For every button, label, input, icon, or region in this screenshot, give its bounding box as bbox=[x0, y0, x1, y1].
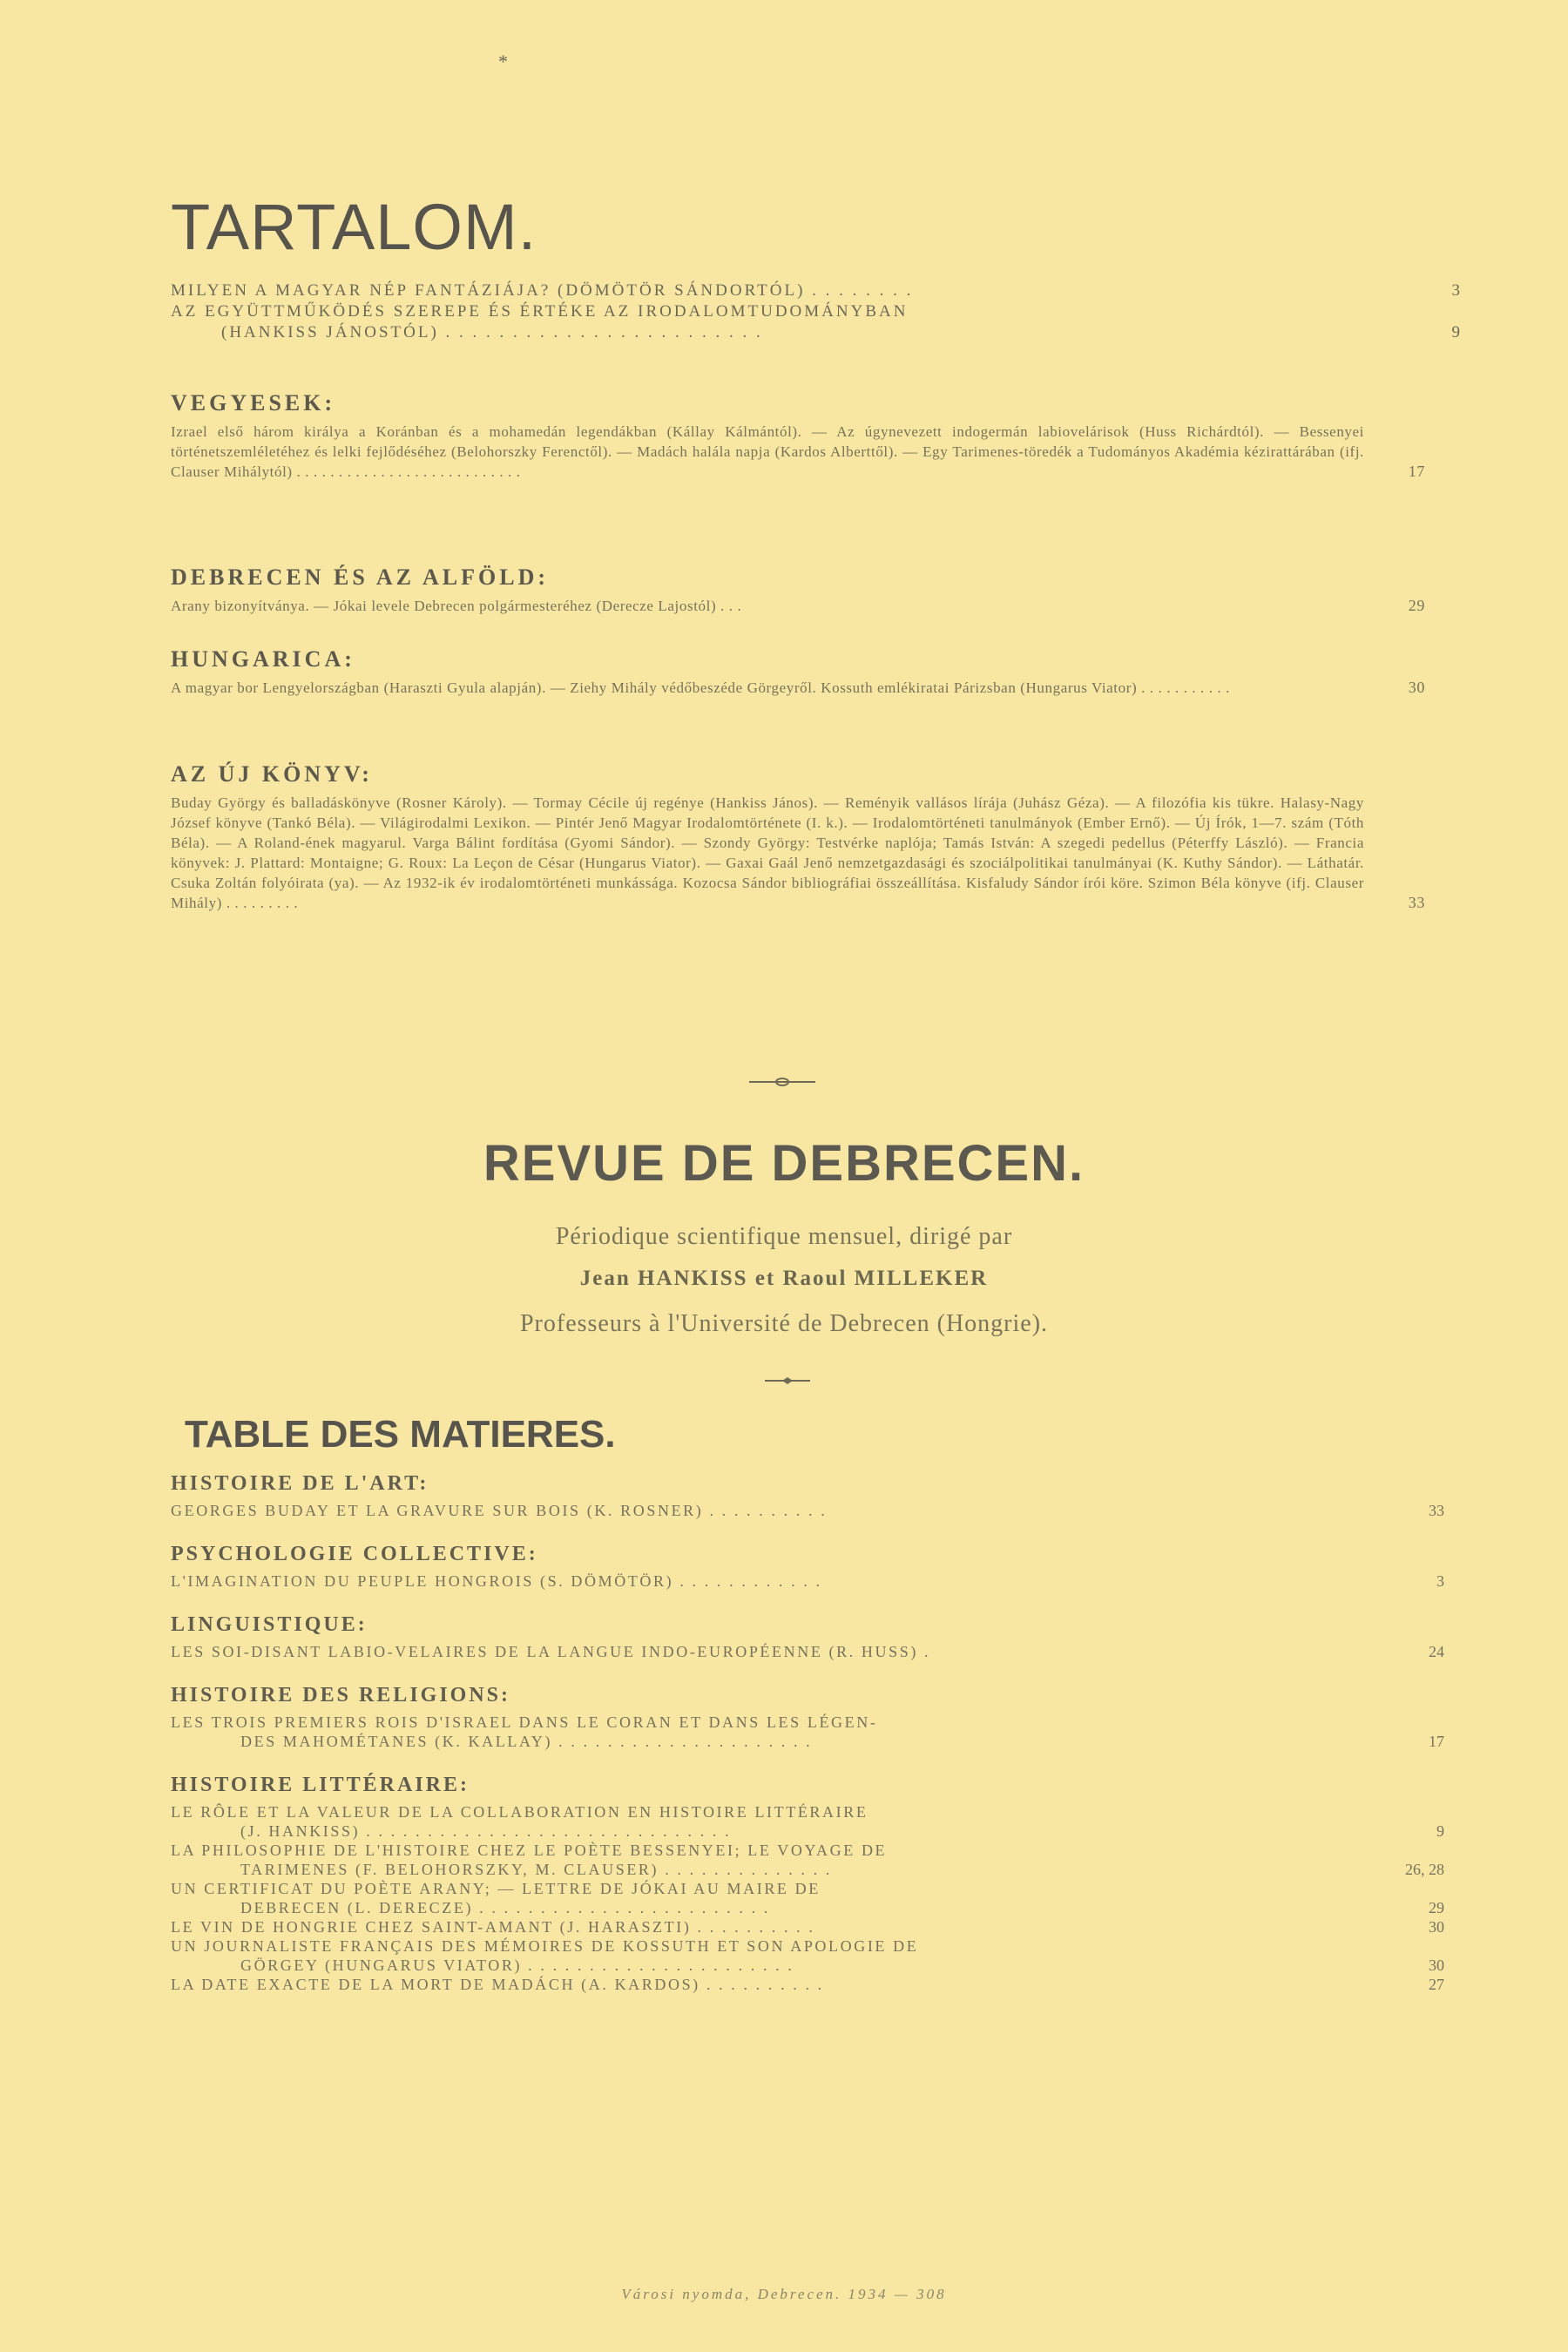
fr-entry bbox=[171, 1802, 1425, 1821]
section-heading: AZ ÚJ KÖNYV: bbox=[171, 761, 373, 787]
fr-entry bbox=[171, 1917, 1444, 1936]
section-text: A magyar bor Lengyelországban (Haraszti Gyula alapján). — Ziehy Mihály védőbeszéde Görgeyről. Kossuth emlékiratai Párizsban (Hungarus Viator) . . . . . . . . . . . bbox=[171, 679, 1230, 696]
hu-article-entry bbox=[171, 322, 1460, 343]
fr-section bbox=[171, 1774, 1444, 1994]
fr-entry-page: 17 bbox=[1429, 1733, 1444, 1750]
section-heading: HUNGARICA: bbox=[171, 646, 355, 672]
fr-entry bbox=[171, 1732, 1444, 1751]
hu-section-hungarica bbox=[171, 646, 1425, 698]
fr-entry-text: LE RÔLE ET LA VALEUR DE LA COLLABORATION EN HISTOIRE LITTÉRAIRE bbox=[171, 1803, 868, 1821]
section-heading: VEGYESEK: bbox=[171, 390, 336, 416]
fr-entry-text: DES MAHOMÉTANES (K. KALLAY) . . . . . . . . . . . . . . . . . . . . . bbox=[240, 1733, 813, 1750]
fr-entry bbox=[171, 1860, 1444, 1879]
ornament-divider-icon bbox=[747, 1078, 817, 1086]
fr-entry bbox=[171, 1936, 1425, 1956]
fr-entry-text: LE VIN DE HONGRIE CHEZ SAINT-AMANT (J. HARASZTI) . . . . . . . . . . bbox=[171, 1918, 815, 1936]
fr-entry bbox=[171, 1642, 1444, 1661]
page-mark: * bbox=[498, 51, 508, 72]
fr-contents bbox=[171, 1472, 1444, 1994]
fr-entry-text: GÖRGEY (HUNGARUS VIATOR) . . . . . . . . . . . . . . . . . . . . . . bbox=[240, 1957, 794, 1974]
entry-page: 3 bbox=[1451, 281, 1460, 300]
fr-section bbox=[171, 1543, 1444, 1591]
fr-entry-text: UN JOURNALISTE FRANÇAIS DES MÉMOIRES DE KOSSUTH ET SON APOLOGIE DE bbox=[171, 1937, 919, 1955]
fr-entry-text: TARIMENES (F. BELOHORSZKY, M. CLAUSER) . . . . . . . . . . . . . . bbox=[240, 1861, 832, 1878]
table-des-matieres-title: TABLE DES MATIERES. bbox=[185, 1413, 616, 1456]
fr-entry bbox=[171, 1879, 1425, 1898]
revue-subtitle: Périodique scientifique mensuel, dirigé par bbox=[555, 1223, 1013, 1250]
fr-section-heading: LINGUISTIQUE: bbox=[171, 1613, 368, 1636]
section-body bbox=[171, 596, 1425, 616]
fr-entry-text: L'IMAGINATION DU PEUPLE HONGROIS (S. DÖMÖTÖR) . . . . . . . . . . . . bbox=[171, 1572, 822, 1590]
hu-section-vegyesek bbox=[171, 390, 1425, 482]
section-body bbox=[171, 678, 1425, 698]
section-page: 29 bbox=[1408, 597, 1425, 614]
contents-title: TARTALOM. bbox=[171, 191, 537, 263]
fr-entry bbox=[171, 1898, 1444, 1917]
entry-text: MILYEN A MAGYAR NÉP FANTÁZIÁJA? (DÖMÖTÖR SÁNDORTÓL) . . . . . . . . bbox=[171, 281, 914, 300]
fr-section bbox=[171, 1613, 1444, 1661]
fr-section-heading: PSYCHOLOGIE COLLECTIVE: bbox=[171, 1543, 538, 1565]
fr-entry-page: 33 bbox=[1429, 1502, 1444, 1519]
fr-entry-text: LA DATE EXACTE DE LA MORT DE MADÁCH (A. KARDOS) . . . . . . . . . . bbox=[171, 1976, 824, 1993]
fr-entry bbox=[171, 1571, 1444, 1591]
hu-article-entry bbox=[171, 280, 1460, 301]
fr-entry-text: LES TROIS PREMIERS ROIS D'ISRAEL DANS LE CORAN ET DANS LES LÉGEN- bbox=[171, 1713, 878, 1731]
small-ornament-icon bbox=[763, 1376, 812, 1385]
entry-page: 9 bbox=[1451, 323, 1460, 341]
section-page: 30 bbox=[1408, 679, 1425, 696]
fr-section bbox=[171, 1684, 1444, 1751]
fr-entry-text: LES SOI-DISANT LABIO-VELAIRES DE LA LANGUE INDO-EUROPÉENNE (R. HUSS) . bbox=[171, 1643, 931, 1660]
fr-entry-page: 9 bbox=[1436, 1822, 1444, 1840]
section-body bbox=[171, 422, 1425, 482]
fr-entry-text: (J. HANKISS) . . . . . . . . . . . . . . . . . . . . . . . . . . . . . . bbox=[240, 1822, 732, 1840]
fr-entry-page: 30 bbox=[1429, 1918, 1444, 1936]
fr-entry-text: UN CERTIFICAT DU POÈTE ARANY; — LETTRE DE JÓKAI AU MAIRE DE bbox=[171, 1880, 821, 1897]
section-body bbox=[171, 793, 1425, 913]
section-page: 33 bbox=[1408, 894, 1425, 911]
fr-entry-page: 3 bbox=[1436, 1572, 1444, 1590]
fr-entry bbox=[171, 1975, 1444, 1994]
section-heading: DEBRECEN ÉS AZ ALFÖLD: bbox=[171, 564, 550, 590]
hu-section-debrecen bbox=[171, 564, 1425, 616]
hu-article-list bbox=[171, 280, 1460, 343]
fr-entry bbox=[171, 1821, 1444, 1841]
fr-entry-page: 26, 28 bbox=[1405, 1861, 1444, 1878]
fr-entry-page: 27 bbox=[1429, 1976, 1444, 1993]
printer-imprint: Városi nyomda, Debrecen. 1934 — 308 bbox=[621, 2286, 947, 2302]
fr-entry bbox=[171, 1956, 1444, 1975]
fr-entry-text: GEORGES BUDAY ET LA GRAVURE SUR BOIS (K. ROSNER) . . . . . . . . . . bbox=[171, 1502, 828, 1519]
fr-section-heading: HISTOIRE DE L'ART: bbox=[171, 1472, 429, 1495]
hu-article-entry bbox=[171, 301, 1425, 322]
section-text: Izrael első három királya a Koránban és a mohamedán legendákban (Kállay Kálmántól). — Az úgynevezett indogermán labiovelárisok (Huss Richárdtól). — Bessenyei történetszemléletéhez és lelki fejlődéséhez (Belohorszky Ferenctől). — Madách halála napja (Kardos Alberttől). — Egy Tarimenes-töredék a Tudományos Akadémia kézirattárában (ifj. Clauser Mihálytól) . . . . . . . . . . . . . . . . . . . . . . . . . . . bbox=[171, 423, 1364, 480]
revue-title: REVUE DE DEBRECEN. bbox=[483, 1135, 1085, 1192]
section-page: 17 bbox=[1408, 463, 1425, 480]
fr-entry-page: 29 bbox=[1429, 1899, 1444, 1916]
fr-section bbox=[171, 1472, 1444, 1520]
section-text: Buday György és balladáskönyve (Rosner Károly). — Tormay Cécile új regénye (Hankiss János). — Reményik vallásos lírája (Juhász Géza). — A filozófia kis tükre. Halasy-Nagy József könyve (Tankó Béla). — Világirodalmi Lexikon. — Pintér Jenő Magyar Irodalomtörténete (I. k.). — Irodalomtörténeti tanulmányok (Ember Ernő). — Új Írók, 1—7. szám (Tóth Béla). — A Roland-ének magyarul. Varga Bálint fordítása (Gyomi Sándor). — Szondy György: Testvérke naplója; Tamás István: A szegedi pedellus (Péterffy László). — Francia könyvek: J. Plattard: Montaigne; G. Roux: La Leçon de César (Hungarus Viator). — Gaxai Gaál Jenő nemzetgazdasági és szociálpolitikai tanulmányai (K. Kuthy Sándor). — Láthatár. Csuka Zoltán folyóirata (ya). — Az 1932-ik év irodalomtörténeti munkássága. Kozocsa Sándor bibliográfiai összeállítása. Kisfaludy Sándor írói köre. Szimon Béla könyve (ifj. Clauser Mihály) . . . . . . . . . bbox=[171, 794, 1364, 911]
revue-editors: Jean HANKISS et Raoul MILLEKER bbox=[579, 1267, 989, 1290]
revue-affiliation: Professeurs à l'Université de Debrecen (Hongrie). bbox=[519, 1310, 1049, 1337]
fr-section-heading: HISTOIRE LITTÉRAIRE: bbox=[171, 1774, 470, 1796]
fr-entry bbox=[171, 1713, 1425, 1732]
entry-text: (HANKISS JÁNOSTÓL) . . . . . . . . . . . . . . . . . . . . . . . . bbox=[221, 323, 763, 341]
section-text: Arany bizonyítványa. — Jókai levele Debrecen polgármesteréhez (Derecze Lajostól) . . . bbox=[171, 598, 742, 614]
fr-section-heading: HISTOIRE DES RELIGIONS: bbox=[171, 1684, 510, 1707]
fr-entry-text: DEBRECEN (L. DERECZE) . . . . . . . . . . . . . . . . . . . . . . . . bbox=[240, 1899, 770, 1916]
hu-section-uj-konyv bbox=[171, 761, 1425, 913]
fr-entry bbox=[171, 1501, 1444, 1520]
fr-entry-page: 30 bbox=[1429, 1957, 1444, 1974]
fr-entry-text: LA PHILOSOPHIE DE L'HISTOIRE CHEZ LE POÈTE BESSENYEI; LE VOYAGE DE bbox=[171, 1842, 888, 1859]
entry-text: AZ EGYÜTTMŰKÖDÉS SZEREPE ÉS ÉRTÉKE AZ IRODALOMTUDOMÁNYBAN bbox=[171, 302, 909, 321]
fr-entry-page: 24 bbox=[1429, 1643, 1444, 1660]
fr-entry bbox=[171, 1841, 1425, 1860]
